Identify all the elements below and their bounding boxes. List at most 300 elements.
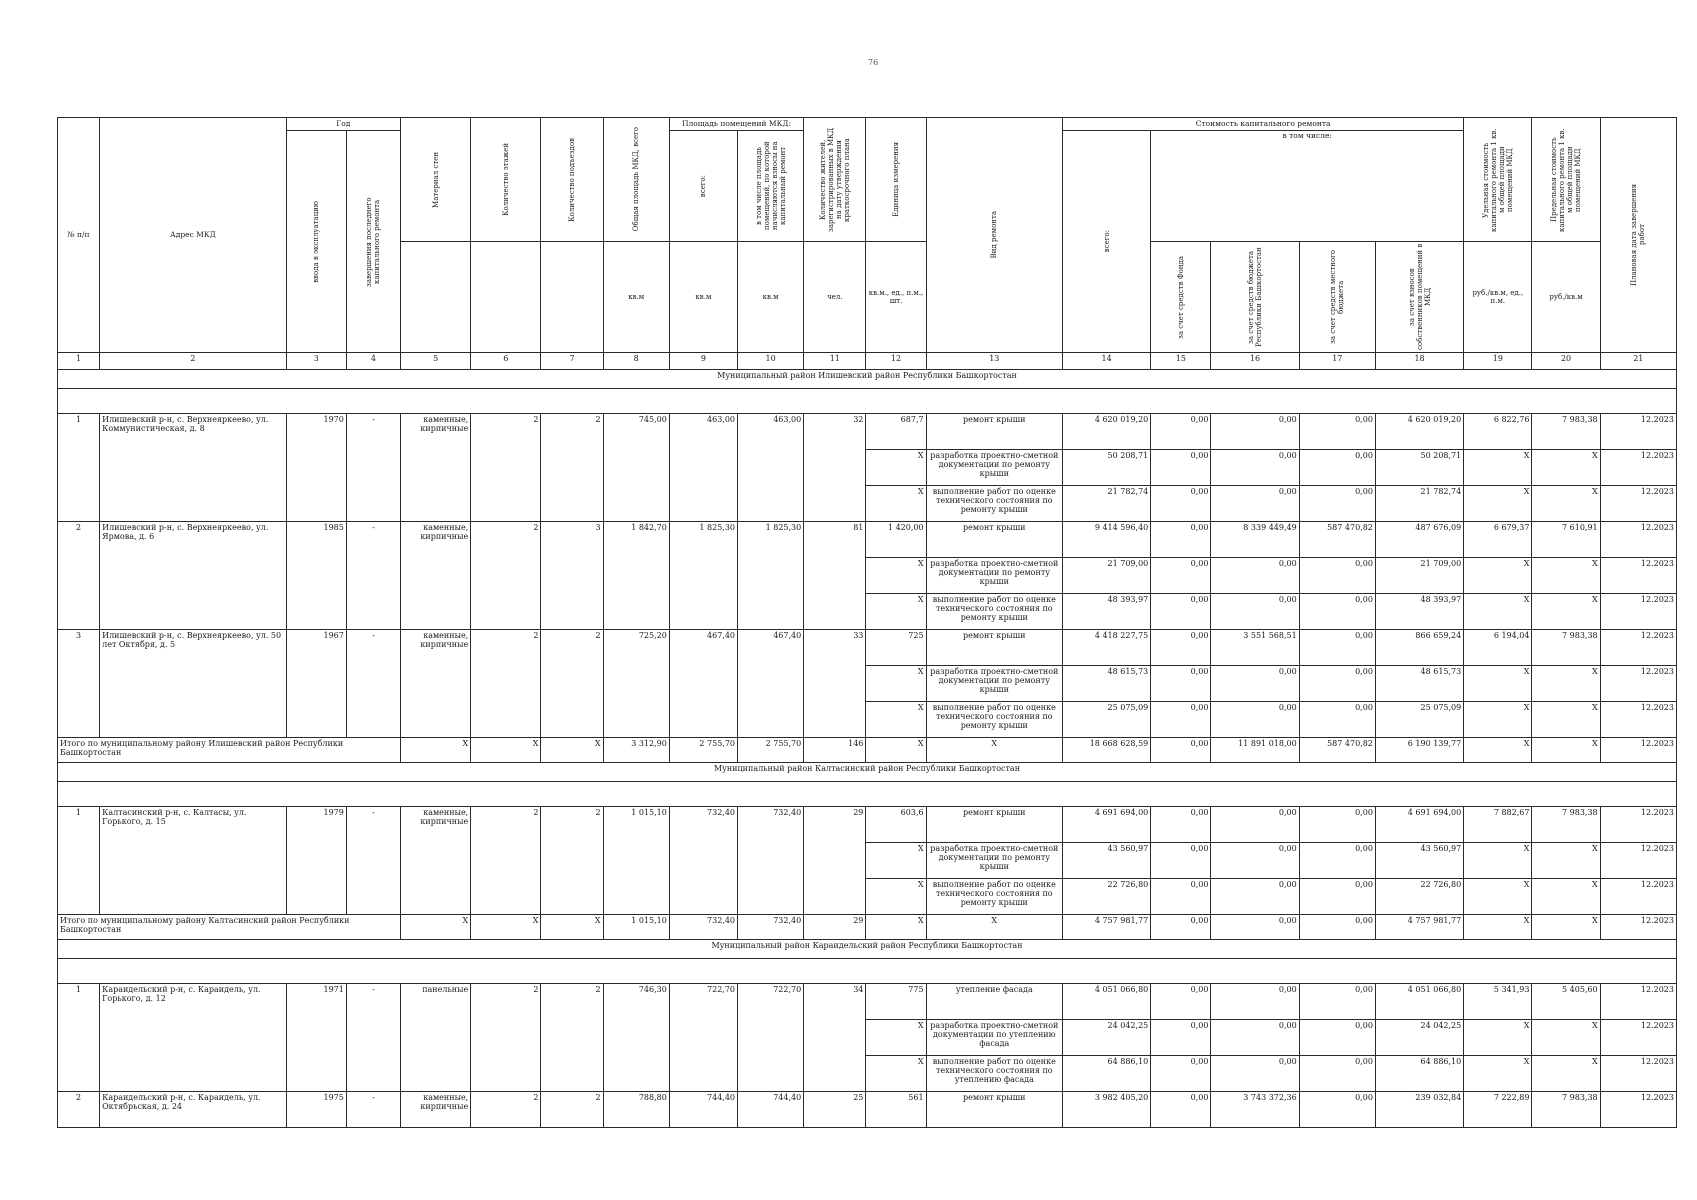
repair-kind: ремонт крыши (926, 414, 1062, 450)
table-body (58, 370, 1677, 1128)
header-fund: за счет средств Фонда (1151, 242, 1211, 353)
area-all: 732,40 (669, 807, 737, 915)
wall-material: каменные, кирпичные (401, 630, 471, 738)
section-total-row (58, 915, 1677, 940)
year-built: 1979 (286, 807, 346, 915)
unit-unit-cost: руб./кв.м, ед., п.м. (1464, 242, 1532, 353)
cost-rb-budget: 3 551 568,51 (1211, 630, 1299, 666)
year-built: 1975 (286, 1092, 346, 1128)
section-gap (58, 389, 1677, 414)
header-limit-cost: Предельная стоимость капитального ремонта 1 кв. м общей площади помещений МКД (1532, 118, 1600, 242)
header-repair-kind: Вид ремонта (926, 118, 1062, 353)
section-title: Муниципальный район Калтасинский район Республики Башкортостан (58, 763, 1677, 782)
plan-date: 12.2023 (1600, 807, 1676, 843)
cost-total: 24 042,25 (1062, 1020, 1150, 1056)
cost-owners: 21 709,00 (1375, 558, 1463, 594)
repair-qty: X (866, 1020, 926, 1056)
row-number: 1 (58, 807, 100, 915)
cost-owners: 22 726,80 (1375, 879, 1463, 915)
building-address: Калтасинский р-н, с. Калтасы, ул. Горького, д. 15 (100, 807, 287, 915)
repair-kind: ремонт крыши (926, 1092, 1062, 1128)
limit-cost: 7 983,38 (1532, 1092, 1600, 1128)
floors: 2 (471, 630, 541, 738)
cost-rb-budget: 0,00 (1211, 984, 1299, 1020)
floors: 2 (471, 807, 541, 915)
cost-fund: 0,00 (1151, 1056, 1211, 1092)
repair-kind: выполнение работ по оценке технического состояния по ремонту крыши (926, 486, 1062, 522)
year-built: 1967 (286, 630, 346, 738)
total-cost: 4 757 981,77 (1062, 915, 1150, 940)
wall-material: панельные (401, 984, 471, 1092)
header-entrances: Количество подъездов (541, 118, 603, 242)
total-floors: X (471, 738, 541, 763)
cost-local-budget: 587 470,82 (1299, 522, 1375, 558)
cost-total: 25 075,09 (1062, 702, 1150, 738)
header-last-repair: завершения последнего капитального ремонта (346, 131, 400, 353)
cost-rb-budget: 8 339 449,49 (1211, 522, 1299, 558)
repair-qty: X (866, 843, 926, 879)
entrances: 2 (541, 984, 603, 1092)
total-unit-cost: X (1464, 915, 1532, 940)
plan-date: 12.2023 (1600, 879, 1676, 915)
plan-date: 12.2023 (1600, 1020, 1676, 1056)
area-fee: 1 825,30 (738, 522, 804, 630)
cost-total: 43 560,97 (1062, 843, 1150, 879)
total-rb-budget: 11 891 018,00 (1211, 738, 1299, 763)
header-area-fee: в том числе площадь помещений, по которой начисляются взносы на капитальный ремонт (738, 131, 804, 242)
table-header (58, 118, 1677, 370)
repair-kind: выполнение работ по оценке технического состояния по ремонту крыши (926, 594, 1062, 630)
unit-floors (471, 242, 541, 353)
total-local-budget: 0,00 (1299, 915, 1375, 940)
total-unit-cost: X (1464, 738, 1532, 763)
repair-kind: выполнение работ по оценке технического состояния по ремонту крыши (926, 702, 1062, 738)
total-walls: X (401, 738, 471, 763)
residents: 34 (804, 984, 866, 1092)
limit-cost: X (1532, 1056, 1600, 1092)
cost-total: 21 782,74 (1062, 486, 1150, 522)
wall-material: каменные, кирпичные (401, 807, 471, 915)
table-row (58, 1092, 1677, 1128)
repair-kind: разработка проектно-сметной документации по ремонту крыши (926, 666, 1062, 702)
limit-cost: 7 610,91 (1532, 522, 1600, 558)
unit-measure: кв.м., ед., п.м., шт. (866, 242, 926, 353)
total-owners: 4 757 981,77 (1375, 915, 1463, 940)
cost-owners: 24 042,25 (1375, 1020, 1463, 1056)
cost-local-budget: 0,00 (1299, 558, 1375, 594)
limit-cost: X (1532, 594, 1600, 630)
limit-cost: X (1532, 666, 1600, 702)
unit-area-all: кв.м (669, 242, 737, 353)
area-all: 1 825,30 (669, 522, 737, 630)
repair-qty: X (866, 486, 926, 522)
cost-fund: 0,00 (1151, 630, 1211, 666)
repair-qty: X (866, 558, 926, 594)
header-address: Адрес МКД (100, 118, 287, 353)
limit-cost: 7 983,38 (1532, 807, 1600, 843)
header-area-group: Площадь помещений МКД: (669, 118, 803, 131)
area-all: 722,70 (669, 984, 737, 1092)
cost-local-budget: 0,00 (1299, 807, 1375, 843)
cost-total: 3 982 405,20 (1062, 1092, 1150, 1128)
header-area-all: всего: (669, 131, 737, 242)
limit-cost: 7 983,38 (1532, 414, 1600, 450)
total-residents: 29 (804, 915, 866, 940)
unit-cost: X (1464, 879, 1532, 915)
limit-cost: 5 405,60 (1532, 984, 1600, 1020)
total-area: 745,00 (603, 414, 669, 522)
cost-fund: 0,00 (1151, 414, 1211, 450)
total-local-budget: 587 470,82 (1299, 738, 1375, 763)
cost-fund: 0,00 (1151, 558, 1211, 594)
total-area-fee: 2 755,70 (738, 738, 804, 763)
table-row (58, 522, 1677, 558)
header-rb-budget: за счет средств бюджета Республики Башкортостан (1211, 242, 1299, 353)
cost-rb-budget: 0,00 (1211, 807, 1299, 843)
plan-date: 12.2023 (1600, 450, 1676, 486)
cost-owners: 48 615,73 (1375, 666, 1463, 702)
section-gap-row (58, 959, 1677, 984)
repair-kind: ремонт крыши (926, 522, 1062, 558)
last-repair: - (346, 522, 400, 630)
cost-rb-budget: 0,00 (1211, 414, 1299, 450)
residents: 25 (804, 1092, 866, 1128)
cost-owners: 64 886,10 (1375, 1056, 1463, 1092)
year-built: 1985 (286, 522, 346, 630)
year-built: 1971 (286, 984, 346, 1092)
cost-fund: 0,00 (1151, 807, 1211, 843)
plan-date: 12.2023 (1600, 558, 1676, 594)
total-owners: 6 190 139,77 (1375, 738, 1463, 763)
total-qty: X (866, 915, 926, 940)
cost-fund: 0,00 (1151, 666, 1211, 702)
plan-date: 12.2023 (1600, 486, 1676, 522)
area-all: 467,40 (669, 630, 737, 738)
cost-total: 22 726,80 (1062, 879, 1150, 915)
cost-total: 4 418 227,75 (1062, 630, 1150, 666)
header-number: № п/п (58, 118, 100, 353)
cost-local-budget: 0,00 (1299, 414, 1375, 450)
table-row (58, 630, 1677, 666)
total-area-all: 2 755,70 (669, 738, 737, 763)
cost-total: 48 393,97 (1062, 594, 1150, 630)
unit-cost: X (1464, 1020, 1532, 1056)
section-title: Муниципальный район Караидельский район Республики Башкортостан (58, 940, 1677, 959)
table-row (58, 984, 1677, 1020)
unit-cost: 5 341,93 (1464, 984, 1532, 1020)
section-title: Муниципальный район Илишевский район Республики Башкортостан (58, 370, 1677, 389)
header-cost-group: Стоимость капитального ремонта (1062, 118, 1463, 131)
residents: 81 (804, 522, 866, 630)
repair-qty: X (866, 879, 926, 915)
repair-qty: X (866, 450, 926, 486)
header-cost-total: всего: (1062, 131, 1150, 353)
repair-kind: разработка проектно-сметной документации по утеплению фасада (926, 1020, 1062, 1056)
residents: 33 (804, 630, 866, 738)
unit-cost: X (1464, 702, 1532, 738)
total-rb-budget: 0,00 (1211, 915, 1299, 940)
section-title-row (58, 763, 1677, 782)
total-area: 725,20 (603, 630, 669, 738)
repair-qty: 561 (866, 1092, 926, 1128)
cost-rb-budget: 0,00 (1211, 486, 1299, 522)
floors: 2 (471, 522, 541, 630)
repair-qty: 725 (866, 630, 926, 666)
cost-rb-budget: 0,00 (1211, 594, 1299, 630)
area-all: 463,00 (669, 414, 737, 522)
cost-total: 4 620 019,20 (1062, 414, 1150, 450)
unit-cost: X (1464, 843, 1532, 879)
section-title-row (58, 370, 1677, 389)
section-title-row (58, 940, 1677, 959)
cost-owners: 487 676,09 (1375, 522, 1463, 558)
section-gap (58, 782, 1677, 807)
residents: 32 (804, 414, 866, 522)
cost-owners: 239 032,84 (1375, 1092, 1463, 1128)
plan-date: 12.2023 (1600, 1056, 1676, 1092)
plan-date: 12.2023 (1600, 984, 1676, 1020)
total-area: 746,30 (603, 984, 669, 1092)
cost-total: 50 208,71 (1062, 450, 1150, 486)
repair-kind: выполнение работ по оценке технического состояния по утеплению фасада (926, 1056, 1062, 1092)
repair-kind: разработка проектно-сметной документации по ремонту крыши (926, 450, 1062, 486)
row-number: 2 (58, 522, 100, 630)
area-all: 744,40 (669, 1092, 737, 1128)
entrances: 2 (541, 630, 603, 738)
cost-fund: 0,00 (1151, 594, 1211, 630)
plan-date: 12.2023 (1600, 414, 1676, 450)
total-limit-cost: X (1532, 915, 1600, 940)
total-fund: 0,00 (1151, 738, 1211, 763)
cost-local-budget: 0,00 (1299, 702, 1375, 738)
total-plan-date: 12.2023 (1600, 738, 1676, 763)
cost-rb-budget: 0,00 (1211, 558, 1299, 594)
entrances: 3 (541, 522, 603, 630)
cost-owners: 4 691 694,00 (1375, 807, 1463, 843)
total-entrances: X (541, 915, 603, 940)
header-year-built: ввода в эксплуатацию (286, 131, 346, 353)
cost-fund: 0,00 (1151, 450, 1211, 486)
unit-cost: X (1464, 666, 1532, 702)
unit-cost: 6 194,04 (1464, 630, 1532, 666)
area-fee: 467,40 (738, 630, 804, 738)
last-repair: - (346, 1092, 400, 1128)
repair-qty: X (866, 702, 926, 738)
unit-cost: 6 679,37 (1464, 522, 1532, 558)
total-plan-date: 12.2023 (1600, 915, 1676, 940)
repair-kind: ремонт крыши (926, 630, 1062, 666)
cost-total: 4 051 066,80 (1062, 984, 1150, 1020)
unit-entrances (541, 242, 603, 353)
header-plan-date: Плановая дата завершения работ (1600, 118, 1676, 353)
total-walls: X (401, 915, 471, 940)
repair-kind: выполнение работ по оценке технического состояния по ремонту крыши (926, 879, 1062, 915)
unit-cost: 7 882,67 (1464, 807, 1532, 843)
cost-owners: 43 560,97 (1375, 843, 1463, 879)
row-number: 1 (58, 414, 100, 522)
unit-cost: 6 822,76 (1464, 414, 1532, 450)
cost-rb-budget: 0,00 (1211, 1020, 1299, 1056)
year-built: 1970 (286, 414, 346, 522)
cost-local-budget: 0,00 (1299, 1092, 1375, 1128)
wall-material: каменные, кирпичные (401, 522, 471, 630)
row-number: 3 (58, 630, 100, 738)
last-repair: - (346, 984, 400, 1092)
repair-qty: X (866, 594, 926, 630)
plan-date: 12.2023 (1600, 666, 1676, 702)
limit-cost: X (1532, 879, 1600, 915)
cost-total: 64 886,10 (1062, 1056, 1150, 1092)
building-address: Илишевский р-н, с. Верхнеяркеево, ул. 50 лет Октября, д. 5 (100, 630, 287, 738)
last-repair: - (346, 807, 400, 915)
area-fee: 744,40 (738, 1092, 804, 1128)
header-year-group: Год (286, 118, 400, 131)
cost-rb-budget: 0,00 (1211, 843, 1299, 879)
residents: 29 (804, 807, 866, 915)
total-area-sum: 1 015,10 (603, 915, 669, 940)
building-address: Илишевский р-н, с. Верхнеяркеево, ул. Коммунистическая, д. 8 (100, 414, 287, 522)
header-local-budget: за счет средств местного бюджета (1299, 242, 1375, 353)
cost-fund: 0,00 (1151, 1092, 1211, 1128)
cost-fund: 0,00 (1151, 702, 1211, 738)
total-floors: X (471, 915, 541, 940)
repair-qty: X (866, 1056, 926, 1092)
plan-date: 12.2023 (1600, 843, 1676, 879)
unit-cost: X (1464, 1056, 1532, 1092)
area-fee: 722,70 (738, 984, 804, 1092)
plan-date: 12.2023 (1600, 594, 1676, 630)
area-fee: 732,40 (738, 807, 804, 915)
cost-fund: 0,00 (1151, 1020, 1211, 1056)
total-entrances: X (541, 738, 603, 763)
cost-owners: 4 620 019,20 (1375, 414, 1463, 450)
cost-local-budget: 0,00 (1299, 984, 1375, 1020)
header-owners: за счет взносов собственников помещений в МКД (1375, 242, 1463, 353)
total-label: Итого по муниципальному району Илишевский район Республики Башкортостан (58, 738, 401, 763)
limit-cost: X (1532, 558, 1600, 594)
limit-cost: X (1532, 843, 1600, 879)
repair-kind: утепление фасада (926, 984, 1062, 1020)
cost-local-budget: 0,00 (1299, 879, 1375, 915)
repair-qty: 1 420,00 (866, 522, 926, 558)
cost-rb-budget: 0,00 (1211, 879, 1299, 915)
unit-total-area: кв.м (603, 242, 669, 353)
section-gap-row (58, 782, 1677, 807)
unit-cost: X (1464, 486, 1532, 522)
page-number: 76 (868, 58, 879, 67)
cost-fund: 0,00 (1151, 879, 1211, 915)
plan-date: 12.2023 (1600, 630, 1676, 666)
repair-qty: 775 (866, 984, 926, 1020)
repair-qty: 687,7 (866, 414, 926, 450)
cost-rb-budget: 0,00 (1211, 1056, 1299, 1092)
plan-date: 12.2023 (1600, 1092, 1676, 1128)
cost-local-budget: 0,00 (1299, 630, 1375, 666)
entrances: 2 (541, 1092, 603, 1128)
column-numbers-row: 1 2 3 4 5 6 7 8 9 10 11 12 13 14 15 16 17 18 19 20 21 (58, 353, 1677, 370)
cost-total: 9 414 596,40 (1062, 522, 1150, 558)
plan-date: 12.2023 (1600, 702, 1676, 738)
plan-date: 12.2023 (1600, 522, 1676, 558)
total-fund: 0,00 (1151, 915, 1211, 940)
row-number: 1 (58, 984, 100, 1092)
last-repair: - (346, 630, 400, 738)
last-repair: - (346, 414, 400, 522)
cost-owners: 4 051 066,80 (1375, 984, 1463, 1020)
floors: 2 (471, 1092, 541, 1128)
cost-rb-budget: 3 743 372,36 (1211, 1092, 1299, 1128)
total-area: 1 015,10 (603, 807, 669, 915)
cost-rb-budget: 0,00 (1211, 702, 1299, 738)
total-qty: X (866, 738, 926, 763)
unit-walls (401, 242, 471, 353)
section-gap (58, 959, 1677, 984)
header-residents: Количество жителей, зарегистрированных в МКД на дату утверждения краткосрочного плана (804, 118, 866, 242)
cost-local-budget: 0,00 (1299, 1056, 1375, 1092)
cost-local-budget: 0,00 (1299, 594, 1375, 630)
cost-owners: 866 659,24 (1375, 630, 1463, 666)
cost-local-budget: 0,00 (1299, 1020, 1375, 1056)
limit-cost: X (1532, 450, 1600, 486)
total-label: Итого по муниципальному району Калтасинский район Республики Башкортостан (58, 915, 401, 940)
total-residents: 146 (804, 738, 866, 763)
total-area: 1 842,70 (603, 522, 669, 630)
unit-cost: X (1464, 594, 1532, 630)
total-kind: X (926, 915, 1062, 940)
cost-owners: 50 208,71 (1375, 450, 1463, 486)
cost-fund: 0,00 (1151, 984, 1211, 1020)
unit-cost: X (1464, 558, 1532, 594)
cost-local-budget: 0,00 (1299, 666, 1375, 702)
total-limit-cost: X (1532, 738, 1600, 763)
building-address: Илишевский р-н, с. Верхнеяркеево, ул. Ярмова, д. 6 (100, 522, 287, 630)
total-area: 788,80 (603, 1092, 669, 1128)
unit-limit-cost: руб./кв.м (1532, 242, 1600, 353)
entrances: 2 (541, 414, 603, 522)
header-unit-cost: Удельная стоимость капитального ремонта 1 кв. м общей площади помещений МКД (1464, 118, 1532, 242)
building-address: Караидельский р-н, с. Караидель, ул. Горького, д. 12 (100, 984, 287, 1092)
cost-fund: 0,00 (1151, 486, 1211, 522)
cost-fund: 0,00 (1151, 843, 1211, 879)
cost-local-budget: 0,00 (1299, 843, 1375, 879)
header-unit: Единица измерения (866, 118, 926, 242)
total-area-all: 732,40 (669, 915, 737, 940)
cost-owners: 21 782,74 (1375, 486, 1463, 522)
limit-cost: X (1532, 702, 1600, 738)
header-floors: Количество этажей (471, 118, 541, 242)
unit-cost: 7 222,89 (1464, 1092, 1532, 1128)
wall-material: каменные, кирпичные (401, 414, 471, 522)
total-cost: 18 668 628,59 (1062, 738, 1150, 763)
section-gap-row (58, 389, 1677, 414)
cost-local-budget: 0,00 (1299, 450, 1375, 486)
cost-rb-budget: 0,00 (1211, 666, 1299, 702)
wall-material: каменные, кирпичные (401, 1092, 471, 1128)
section-total-row (58, 738, 1677, 763)
floors: 2 (471, 414, 541, 522)
limit-cost: 7 983,38 (1532, 630, 1600, 666)
total-area-sum: 3 312,90 (603, 738, 669, 763)
limit-cost: X (1532, 1020, 1600, 1056)
limit-cost: X (1532, 486, 1600, 522)
unit-area-fee: кв.м (738, 242, 804, 353)
unit-residents: чел. (804, 242, 866, 353)
cost-local-budget: 0,00 (1299, 486, 1375, 522)
total-kind: X (926, 738, 1062, 763)
repair-kind: разработка проектно-сметной документации по ремонту крыши (926, 843, 1062, 879)
building-address: Караидельский р-н, с. Караидель, ул. Октябрьская, д. 24 (100, 1092, 287, 1128)
repair-qty: X (866, 666, 926, 702)
